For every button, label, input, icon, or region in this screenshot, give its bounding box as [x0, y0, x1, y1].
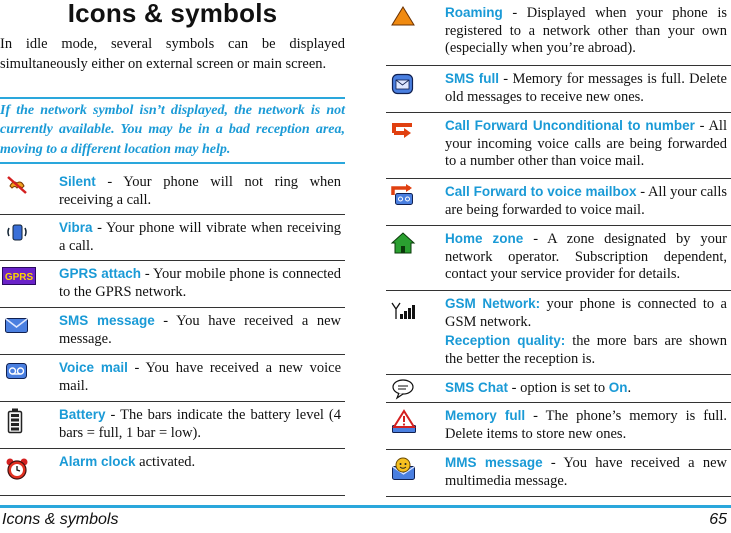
entry-text	[59, 265, 341, 301]
entry-key-secondary: Reception quality:	[445, 333, 566, 348]
call-forward-icon	[390, 119, 418, 143]
entry-desc: activated.	[135, 454, 196, 470]
entry-call-forward-voicemail	[386, 179, 731, 226]
entry-key: Battery	[59, 407, 106, 422]
entry-key-value: On	[608, 380, 628, 395]
gprs-icon-text: GPRS	[4, 272, 34, 283]
entry-sms-message	[0, 308, 345, 355]
entry-desc-secondary: the more bars are shown the better the reception is.	[445, 333, 728, 367]
footer-rule	[0, 505, 731, 508]
gprs-icon	[2, 267, 36, 285]
entry-key: SMS full	[445, 71, 499, 86]
right-entries	[386, 0, 731, 497]
entry-text	[59, 453, 341, 472]
entry-key: Home zone	[445, 231, 524, 246]
reception-quality-line	[445, 332, 727, 368]
entry-memory-full	[386, 403, 731, 450]
entry-text	[59, 406, 341, 442]
entry-desc: - All your calls are being forwarded to voice mail.	[445, 184, 727, 218]
entry-desc: your phone is connected to a GSM network.	[445, 296, 727, 330]
entry-key: GSM Network:	[445, 296, 541, 311]
entry-key: Silent	[59, 174, 96, 189]
battery-icon	[7, 408, 23, 434]
entry-text	[445, 4, 727, 58]
entry-key: MMS message	[445, 455, 543, 470]
entry-text	[59, 173, 341, 209]
entry-gsm-network	[386, 291, 731, 375]
entry-desc: - option is set to	[508, 380, 609, 396]
entry-text	[445, 70, 727, 106]
page-title: Icons & symbols	[67, 0, 278, 28]
entry-key: Memory full	[445, 408, 526, 423]
entry-text	[445, 407, 727, 443]
roaming-icon	[390, 5, 416, 27]
home-zone-icon	[390, 231, 416, 255]
voice-mail-icon	[4, 361, 30, 381]
entry-text	[445, 295, 727, 368]
entry-key: Voice mail	[59, 360, 128, 375]
entry-alarm-clock	[0, 449, 345, 496]
entry-desc: - You have received a new multimedia message.	[445, 455, 727, 489]
entry-text	[59, 312, 341, 348]
entry-desc: - The bars indicate the battery level (4 bars = full, 1 bar = low).	[59, 407, 341, 441]
entry-desc: - All your incoming voice calls are being forwarded to a number other than voice mail.	[445, 118, 727, 169]
vibra-icon	[4, 220, 30, 246]
entry-text	[445, 379, 727, 398]
gsm-network-icon	[390, 301, 418, 321]
entry-gprs	[0, 261, 345, 308]
entry-desc: - You have received a new voice mail.	[59, 360, 342, 394]
entry-text	[445, 454, 727, 490]
entry-desc: - A zone designated by your network operator. Subscription dependent, contact your service provider for details.	[445, 231, 727, 282]
entry-desc-end: .	[627, 380, 632, 396]
entry-key: Roaming	[445, 5, 503, 20]
entry-desc: - You have received a new message.	[59, 313, 341, 347]
entry-desc: - Displayed when your phone is registered to a network other than your own (especially when you’re abroad).	[445, 5, 727, 56]
entry-vibra	[0, 215, 345, 261]
footer-title: Icons & symbols	[2, 511, 119, 528]
entry-text	[445, 183, 727, 219]
envelope-icon	[4, 315, 30, 335]
entry-key: Call Forward to voice mailbox	[445, 184, 637, 199]
entry-sms-chat	[386, 375, 731, 403]
network-note: If the network symbol isn’t displayed, the network is not currently available. You may be in a bad reception area, moving to a different location may help.	[0, 97, 345, 164]
entry-home-zone	[386, 226, 731, 291]
memory-full-icon	[390, 409, 418, 435]
alarm-clock-icon	[4, 457, 30, 481]
entry-key: Call Forward Unconditional to number	[445, 118, 695, 133]
entry-desc: - Memory for messages is full. Delete old messages to receive new ones.	[445, 71, 727, 105]
entry-desc: - Your phone will not ring when receiving a call.	[59, 174, 341, 208]
left-entries	[0, 168, 345, 496]
entry-sms-full	[386, 66, 731, 113]
intro-paragraph: In idle mode, several symbols can be displayed simultaneously either on external screen or main screen.	[0, 36, 345, 72]
page-number: 65	[709, 511, 727, 528]
entry-key: Alarm clock	[59, 454, 136, 469]
sms-chat-icon	[390, 378, 416, 400]
entry-desc: - The phone’s memory is full. Delete items to store new ones.	[445, 408, 727, 442]
call-forward-voicemail-icon	[390, 183, 420, 207]
entry-key: GPRS attach	[59, 266, 142, 281]
entry-text	[445, 117, 727, 171]
entry-key: SMS message	[59, 313, 155, 328]
entry-roaming	[386, 0, 731, 66]
entry-text	[59, 359, 341, 395]
sms-full-icon	[390, 72, 416, 96]
entry-mms-message	[386, 450, 731, 497]
entry-voice-mail	[0, 355, 345, 402]
entry-call-forward-number	[386, 113, 731, 179]
entry-key: Vibra	[59, 220, 93, 235]
entry-text	[59, 219, 341, 255]
silent-icon	[4, 172, 30, 198]
entry-text	[445, 230, 727, 284]
entry-battery	[0, 402, 345, 449]
entry-desc: - Your mobile phone is connected to the GPRS network.	[59, 266, 341, 300]
entry-key: SMS Chat	[445, 380, 509, 395]
entry-desc: - Your phone will vibrate when receiving a call.	[59, 220, 341, 254]
gsm-network-line	[445, 295, 727, 331]
entry-silent	[0, 168, 345, 215]
mms-message-icon	[390, 456, 418, 482]
